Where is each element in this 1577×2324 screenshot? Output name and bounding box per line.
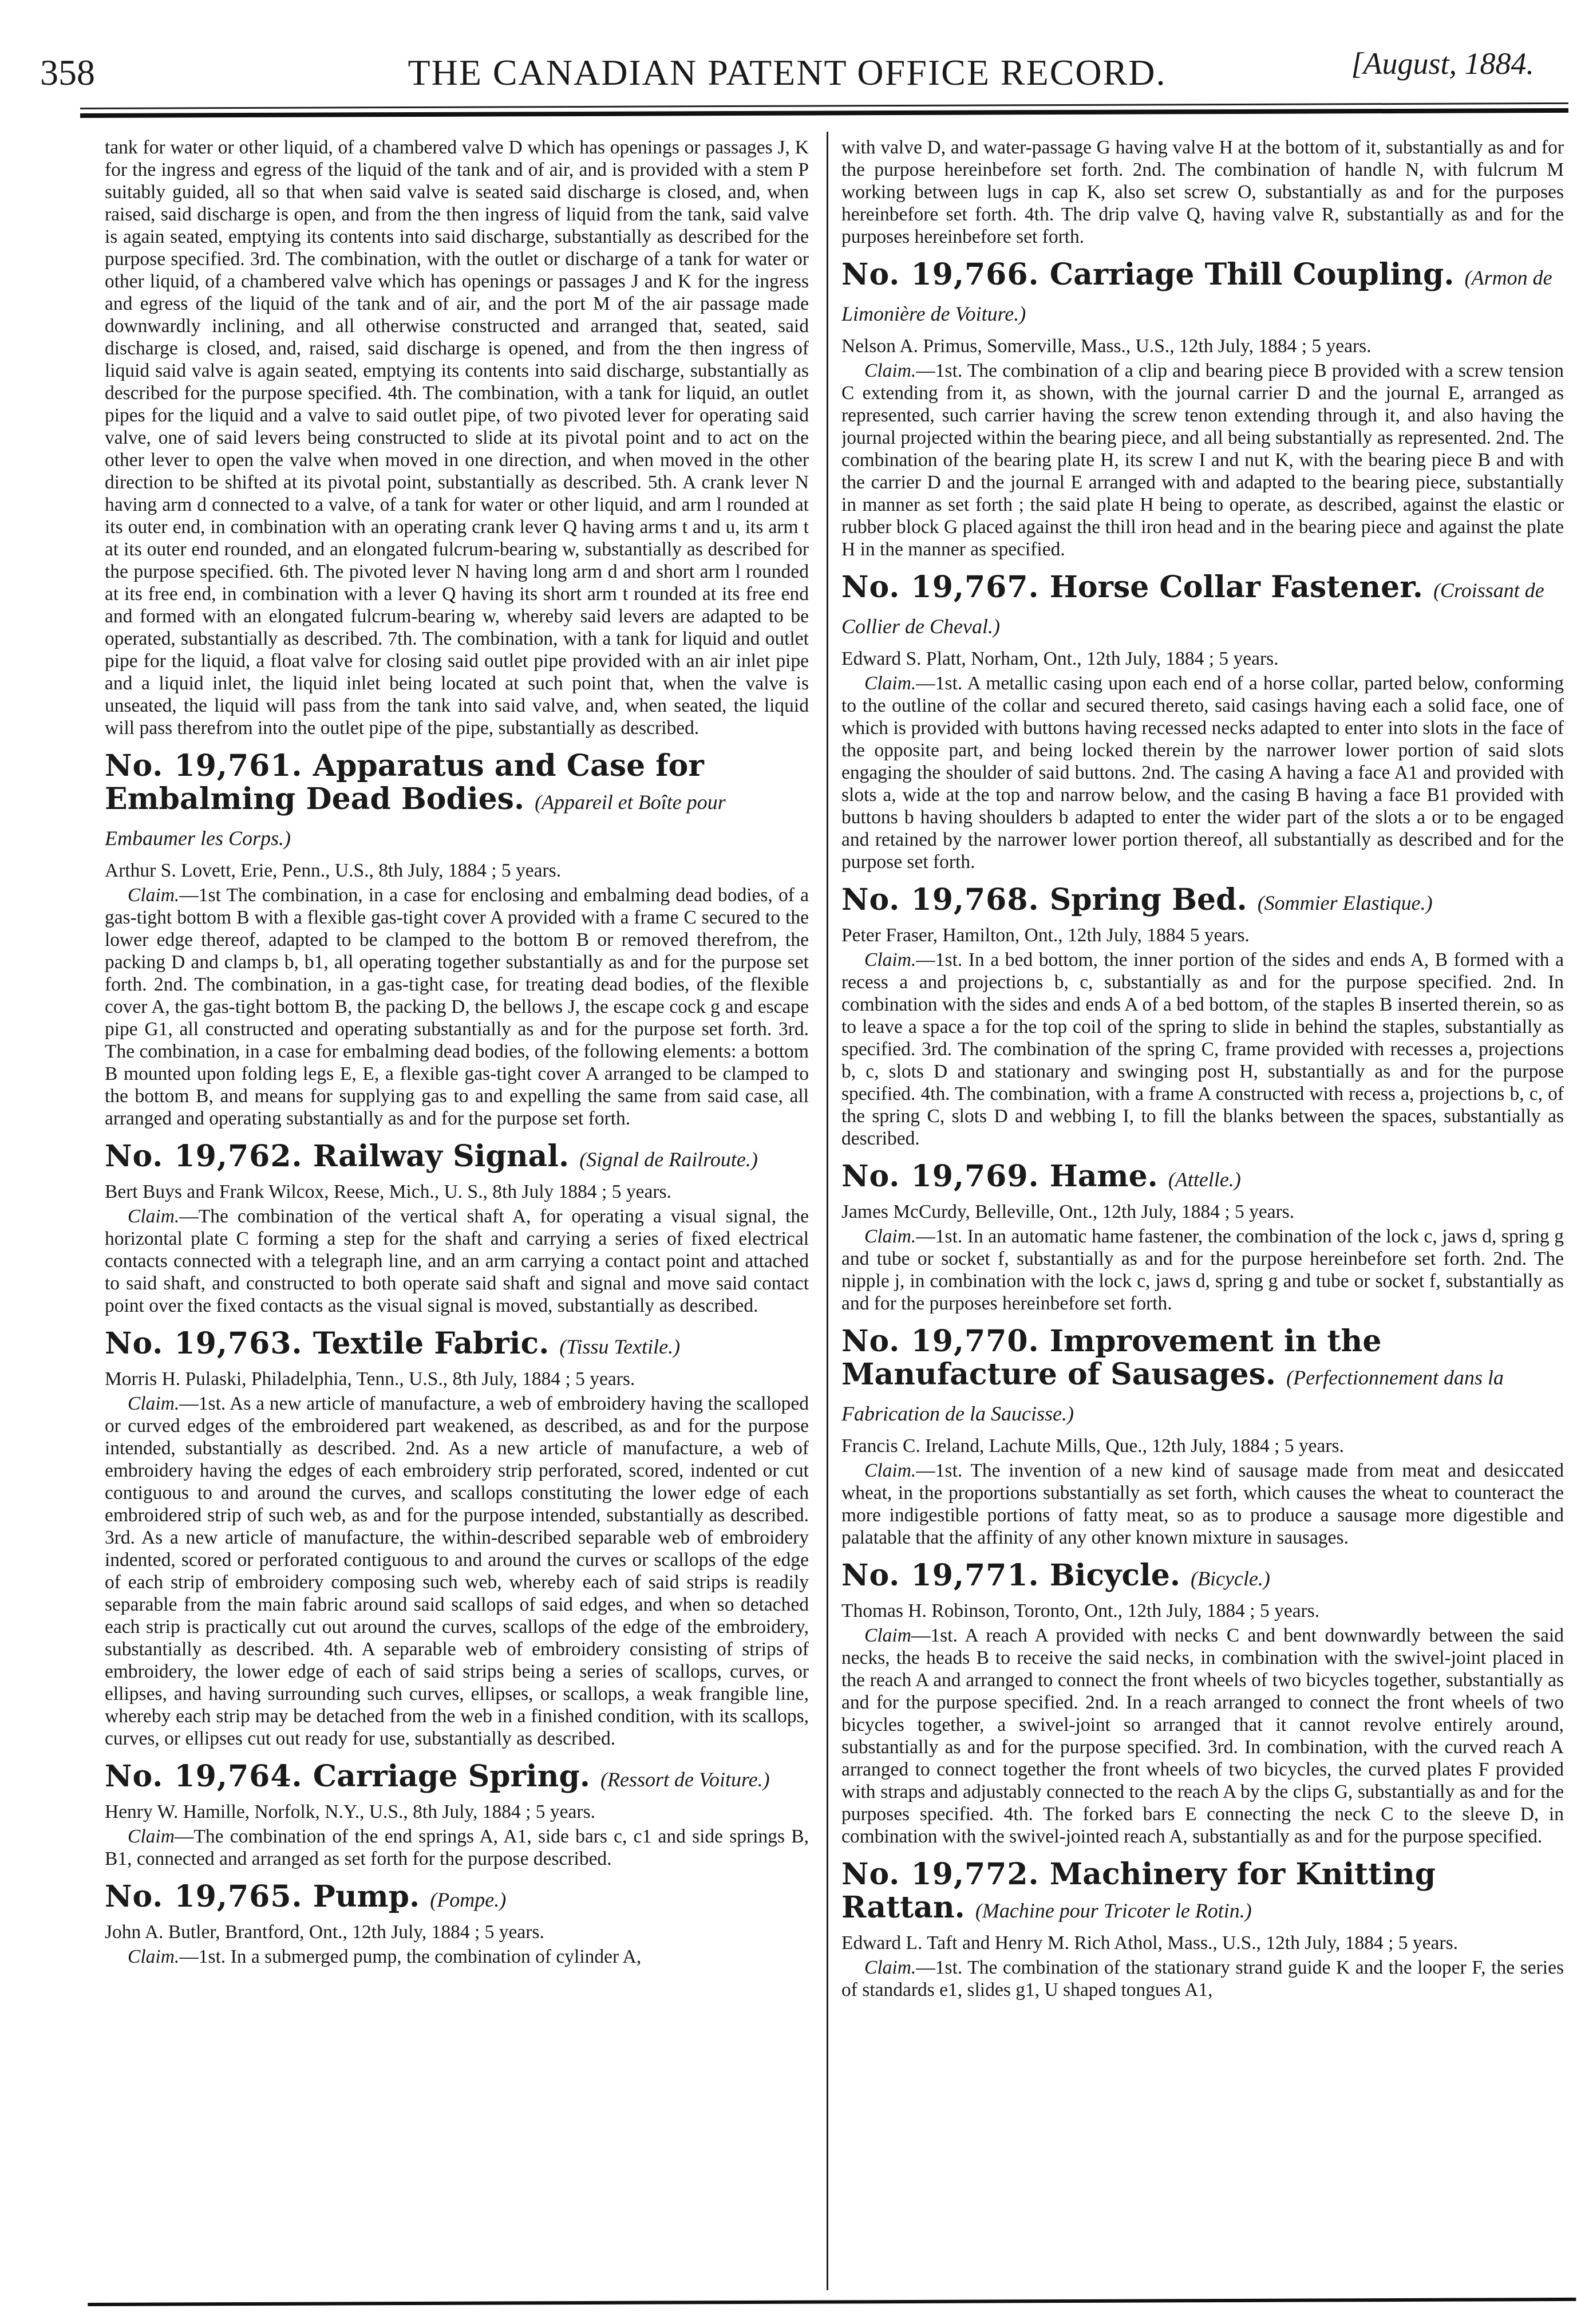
patent-title: Machinery for Knitting Rattan. — [841, 1857, 1436, 1925]
patent-number: No. 19,761. — [105, 748, 303, 783]
patent-inventor: Edward S. Platt, Norham, Ont., 12th July, 1884 ; 5 years. — [841, 648, 1279, 669]
claim-label: Claim. — [864, 1460, 916, 1481]
claim-text: —1st. A reach A provided with necks C and bent downwardly between the said necks, the heads B to receive the said necks, in combination with the swivel-joint placed in the reach A and arranged to connect the front wheels of two bicycles together, substantially as and for the purpose specified. 2nd. In a reach arranged to connect the front wheels of two bicycles together, a swivel-joint so arranged that it cannot revolve entirely around, substantially as and for the purpose specified. 3rd. In combination, with the curved reach A arranged to connect together the front wheels of two bicycles, the curved plates F provided with straps and adjustably connected to the reach A by the clips G, substantially as and for the purposes specified. 4th. The forked bars E connecting the neck C to the sleeve D, in combination with the swivel-jointed reach A, substantially as and for the purpose specified. — [841, 1625, 1564, 1847]
patent-heading — [841, 1160, 1564, 1196]
patent-number: No. 19,765. — [105, 1879, 303, 1914]
patent-number: No. 19,762. — [105, 1139, 303, 1174]
claim-label: Claim. — [128, 1206, 180, 1227]
claim-label: Claim. — [864, 1226, 916, 1247]
patent-title: Bicycle. — [1049, 1558, 1180, 1593]
claim-text: —1st. The invention of a new kind of sausage made from meat and desiccated wheat, in the proportions substantially as set forth, which causes the wheat to counteract the more indigestible portions of fatty meat, so as to produce a sausage more digestible and palatable that the affinity of any other known mixture in sausages. — [841, 1460, 1564, 1548]
patent-french-title: (Sommier Elastique.) — [1257, 891, 1433, 914]
patent-title: Railway Signal. — [313, 1139, 570, 1174]
patent-title: Textile Fabric. — [313, 1326, 550, 1361]
patent-entry — [841, 1858, 1564, 2001]
right-column — [841, 136, 1564, 2289]
patent-inventor: Henry W. Hamille, Norfolk, N.Y., U.S., 8th July, 1884 ; 5 years. — [105, 1801, 595, 1822]
publication-title: THE CANADIAN PATENT OFFICE RECORD. — [408, 52, 1167, 93]
patent-claim — [105, 1205, 809, 1317]
patent-heading — [841, 1559, 1564, 1595]
patent-inventor: James McCurdy, Belleville, Ont., 12th July, 1884 ; 5 years. — [841, 1201, 1295, 1222]
claim-label: Claim. — [128, 1946, 180, 1967]
patent-entry — [105, 1327, 809, 1750]
patent-claim — [841, 360, 1564, 561]
claim-label: Claim. — [864, 949, 916, 970]
patent-title: Horse Collar Fastener. — [1049, 570, 1423, 605]
patent-entry — [841, 1559, 1564, 1848]
patent-french-title: (Perfectionnement dans la Fabrication de la Saucisse.) — [841, 1366, 1504, 1425]
patent-claim — [105, 1946, 809, 1968]
patent-entry — [105, 749, 809, 1130]
claim-label: Claim. — [864, 673, 916, 694]
claim-text: —1st. In an automatic hame fastener, the combination of the lock c, jaws d, spring g and tube or socket f, substantially as and for the purpose hereinbefore set forth. 2nd. The nipple j, in combination with the lock c, jaws d, spring g and tube or socket f, substantially as and for the purposes hereinbefore set forth. — [841, 1226, 1564, 1314]
patent-title: Spring Bed. — [1049, 882, 1247, 917]
patent-entry — [105, 1140, 809, 1317]
patent-heading — [105, 1140, 809, 1176]
patent-french-title: (Attelle.) — [1168, 1168, 1241, 1191]
patent-heading — [841, 571, 1564, 643]
claim-label: Claim — [864, 1625, 911, 1646]
claim-text: —The combination of the end springs A, A1, side bars c, c1 and side springs B, B1, connected and arranged as set forth for the purpose described. — [105, 1826, 809, 1869]
patent-french-title: (Signal de Railroute.) — [579, 1148, 758, 1171]
patent-title: Apparatus and Case for Embalming Dead Bodies. — [105, 748, 704, 816]
claim-label: Claim. — [864, 1957, 916, 1978]
patent-entry — [841, 571, 1564, 873]
patent-number: No. 19,763. — [105, 1326, 303, 1361]
patent-heading — [105, 749, 809, 855]
patent-french-title: (Tissu Textile.) — [559, 1335, 681, 1358]
patent-number: No. 19,770. — [841, 1324, 1040, 1359]
patent-number: No. 19,769. — [841, 1159, 1040, 1194]
patent-claim — [841, 1225, 1564, 1315]
patent-french-title: (Croissant de Collier de Cheval.) — [841, 579, 1544, 638]
patent-number: No. 19,764. — [105, 1759, 303, 1794]
patent-title: Carriage Thill Coupling. — [1049, 257, 1455, 292]
patent-entry — [841, 1160, 1564, 1315]
patent-inventor: Arthur S. Lovett, Erie, Penn., U.S., 8th July, 1884 ; 5 years. — [105, 860, 562, 881]
patent-claim — [105, 1392, 809, 1750]
claim-label: Claim. — [128, 1393, 180, 1414]
patent-claim — [841, 672, 1564, 873]
patent-entry — [841, 258, 1564, 561]
patent-number: No. 19,771. — [841, 1558, 1040, 1593]
patent-french-title: (Appareil et Boîte pour Embaumer les Corps.) — [105, 791, 726, 850]
page-header — [40, 40, 1534, 109]
patent-inventor: Morris H. Pulaski, Philadelphia, Tenn., U.S., 8th July, 1884 ; 5 years. — [105, 1368, 635, 1390]
patent-claim — [105, 884, 809, 1130]
patent-claim — [841, 1624, 1564, 1848]
claim-text: —1st The combination, in a case for enclosing and embalming dead bodies, of a gas-tight bottom B with a flexible gas-tight cover A provided with a frame C secured to the lower edge thereof, adapted to be clamped to the bottom B or removed therefrom, the packing D and clamps b, b1, all operating together substantially as and for the purpose set forth. 2nd. The combination, in a gas-tight case, for treating dead bodies, of the flexible cover A, the gas-tight bottom B, the packing D, the bellows J, the escape cock g and escape pipe G1, all constructed and operating substantially as and for the purpose set forth. 3rd. The combination, in a case for embalming dead bodies, of the following elements: a bottom B mounted upon folding legs E, E, a flexible gas-tight cover A arranged to be clamped to the bottom B, and means for supplying gas to and expelling the same from said case, all arranged and operating substantially as and for the purpose set forth. — [105, 885, 809, 1129]
patent-inventor: Edward L. Taft and Henry M. Rich Athol, Mass., U.S., 12th July, 1884 ; 5 years. — [841, 1932, 1458, 1954]
claim-label: Claim. — [864, 360, 916, 381]
right-patent-list — [841, 258, 1564, 2001]
patent-claim — [841, 1956, 1564, 2001]
patent-entry — [841, 883, 1564, 1150]
claim-text: —1st. A metallic casing upon each end of a horse collar, parted below, conforming to the outline of the collar and secured thereto, said casings having each a solid face, one of which is provided with buttons having recessed necks adapted to enter into slots in the face of the opposite part, and being locked therein by the narrower lower portion of said slots engaging the shoulder of said buttons. 2nd. The casing A having a face A1 and provided with slots a, wide at the top and narrow below, and the casing B having a face B1 provided with buttons b having shoulders b adapted to enter the wider part of the slots a or to be engaged and retained by the narrower lower portion thereof, all substantially as described and for the purpose set forth. — [841, 673, 1564, 873]
patent-french-title: (Bicycle.) — [1191, 1567, 1270, 1590]
patent-heading — [105, 1760, 809, 1796]
patent-entry — [841, 1325, 1564, 1549]
claim-text: —1st. As a new article of manufacture, a web of embroidery having the scalloped or curved edges of the embroidered part weakened, as described, as and for the purpose intended, substantially as described. 2nd. As a new article of manufacture, a web of embroidery having the edges of each embroidery strip perforated, scored, indented or cut contiguous to and around the curves, and scallops constituting the lower edge of each embroidered strip of such web, as and for the purpose intended, substantially as described. 3rd. As a new article of manufacture, the within-described separable web of embroidery indented, scored or perforated contiguous to and around the curves or scallops of the edge of each strip of embroidery composing such web, whereby each of said strips is readily separable from the main fabric around said scallops of said edges, and when so detached each strip is practically cut out around the curves, scallops of the edge of the embroidery, substantially as described. 4th. A separable web of embroidery consisting of strips of embroidery, the lower edge of each of said strips being a series of scallops, curves, or ellipses, and having surrounding such curves, ellipses, or scallops, a weak frangible line, whereby each strip may be detached from the web in a finished condition, with its scallops, curves, or ellipses cut out ready for use, substantially as described. — [105, 1393, 809, 1749]
patent-heading — [105, 1880, 809, 1916]
patent-inventor: Nelson A. Primus, Somerville, Mass., U.S., 12th July, 1884 ; 5 years. — [841, 336, 1372, 357]
patent-heading — [841, 883, 1564, 920]
claim-label: Claim — [128, 1826, 175, 1847]
claim-text: —The combination of the vertical shaft A, for operating a visual signal, the horizontal plate C forming a step for the shaft and carrying a series of fixed electrical contacts connected with a telegraph line, and an arm carrying a contact point and attached to said shaft, and constructed to both operate said shaft and signal and move said contact point over the fixed contacts as the visual signal is moved, substantially as described. — [105, 1206, 809, 1316]
left-continuation-text: tank for water or other liquid, of a chambered valve D which has openings or passages J, K for the ingress and egress of the liquid of the tank and of air, and is provided with a stem P suitably guided, all so that when said valve is seated said discharge is closed, and, when raised, said discharge is open, and from the then ingress of liquid from the tank, said valve is again seated, emptying its contents into said discharge, substantially as described for the purpose specified. 3rd. The combination, with the outlet or discharge of a tank for water or other liquid, of a chambered valve which has openings or passages J and K for the ingress and egress of the liquid of the tank and of air, and the port M of the air passage made downwardly inclining, and all otherwise constructed and arranged that, seated, said discharge is closed, and, raised, said discharge is opened, and from the then ingress of liquid said valve is again seated, emptying its contents into said discharge, substantially as described for the purpose specified. 4th. The combination, with a tank for liquid, an outlet pipes for the liquid and a valve to said outlet pipe, of two pivoted lever for operating said valve, one of said levers being constructed to slide at its pivotal point and to act on the other lever to open the valve when moved in one direction, and when moved in the other direction to be shifted at its pivotal point, substantially as described. 5th. A crank lever N having arm d connected to a valve, of a tank for water or other liquid, and arm l rounded at its outer end, in combination with an operating crank lever Q having arms t and u, its arm t at its outer end rounded, and an elongated fulcrum-bearing w, substantially as described for the purpose specified. 6th. The pivoted lever N having long arm d and short arm l rounded at its free end, in combination with a lever Q having its short arm t rounded at its free end and formed with an elongated fulcrum-bearing w, whereby said levers are adapted to be operated, substantially as described. 7th. The combination, with a tank for liquid and outlet pipe for the liquid, a float valve for closing said outlet pipe provided with an air inlet pipe and a liquid inlet, the liquid inlet being located at such point that, when the valve is unseated, the liquid will pass from the tank into said valve, and, when seated, the liquid will pass therefrom into the outlet pipe of the pipe, substantially as described. — [105, 137, 809, 739]
claim-text: —1st. In a submerged pump, the combination of cylinder A, — [179, 1946, 642, 1967]
patent-number: No. 19,772. — [841, 1857, 1040, 1892]
patent-title: Hame. — [1049, 1159, 1158, 1194]
patent-number: No. 19,767. — [841, 570, 1040, 605]
column-divider — [827, 132, 828, 2290]
left-patent-list — [105, 749, 809, 1968]
patent-number: No. 19,766. — [841, 257, 1040, 292]
patent-inventor: Thomas H. Robinson, Toronto, Ont., 12th July, 1884 ; 5 years. — [841, 1600, 1320, 1621]
claim-label: Claim. — [128, 885, 180, 906]
patent-entry — [105, 1880, 809, 1968]
patent-heading — [841, 258, 1564, 330]
issue-date: [August, 1884. — [1351, 46, 1534, 81]
claim-text: —1st. The combination of the stationary strand guide K and the looper F, the series of standards e1, slides g1, U shaped tongues A1, — [841, 1957, 1564, 2001]
patent-claim — [841, 949, 1564, 1150]
patent-french-title: (Ressort de Voiture.) — [600, 1768, 770, 1791]
patent-claim — [841, 1459, 1564, 1549]
claim-text: —1st. The combination of a clip and bearing piece B provided with a screw tension C extending from it, as shown, with the journal carrier D and the journal E, arranged as represented, such carrier having the screw tenon extending through it, and also having the journal projected within the bearing piece, and all being substantially as represented. 2nd. The combination of the bearing plate H, its screw I and nut K, with the bearing piece B and with the carrier D and the journal E arranged with and adapted to the bearing piece, substantially in manner as set forth ; the said plate H being to operate, as described, against the elastic or rubber block G placed against the thill iron head and in the bearing piece and against the plate H in the manner as specified. — [841, 360, 1564, 560]
patent-number: No. 19,768. — [841, 882, 1040, 917]
left-column — [105, 136, 809, 2289]
patent-french-title: (Pompe.) — [430, 1888, 507, 1911]
patent-inventor: Peter Fraser, Hamilton, Ont., 12th July, 1884 5 years. — [841, 925, 1250, 946]
patent-inventor: John A. Butler, Brantford, Ont., 12th July, 1884 ; 5 years. — [105, 1921, 544, 1943]
patent-french-title: (Armon de Limonière de Voiture.) — [841, 266, 1552, 325]
patent-entry — [105, 1760, 809, 1870]
page-number: 358 — [40, 52, 95, 93]
patent-claim — [105, 1825, 809, 1870]
patent-heading — [841, 1858, 1564, 1927]
patent-french-title: (Machine pour Tricoter le Rotin.) — [975, 1899, 1252, 1922]
patent-title: Carriage Spring. — [313, 1759, 590, 1794]
patent-title: Improvement in the Manufacture of Sausages. — [841, 1324, 1382, 1392]
right-continuation-text: with valve D, and water-passage G having valve H at the bottom of it, substantially as and for the purpose hereinbefore set forth. 2nd. The combination of handle N, with fulcrum M working between lugs in cap K, also set screw O, substantially as and for the purposes hereinbefore set forth. 4th. The drip valve Q, having valve R, substantially as and for the purposes hereinbefore set forth. — [841, 137, 1564, 247]
patent-title: Pump. — [313, 1879, 420, 1914]
patent-heading — [105, 1327, 809, 1363]
patent-inventor: Francis C. Ireland, Lachute Mills, Que., 12th July, 1884 ; 5 years. — [841, 1435, 1344, 1457]
patent-inventor: Bert Buys and Frank Wilcox, Reese, Mich., U. S., 8th July 1884 ; 5 years. — [105, 1181, 671, 1202]
claim-text: —1st. In a bed bottom, the inner portion of the sides and ends A, B formed with a recess a and projections b, c, substantially as and for the purpose specified. 2nd. In combination with the sides and ends A of a bed bottom, of the staples B inserted therein, so as to leave a space a for the top coil of the spring to slide in behind the staples, substantially as specified. 3rd. The combination of the spring C, frame provided with recesses a, projections b, c, slots D and stationary and swinging post H, substantially as and for the purpose specified. 4th. The combination, with a frame A constructed with recess a, projections b, c, of the spring C, slots D and webbing I, to fill the blanks between the spaces, substantially as described. — [841, 949, 1564, 1149]
patent-heading — [841, 1325, 1564, 1430]
